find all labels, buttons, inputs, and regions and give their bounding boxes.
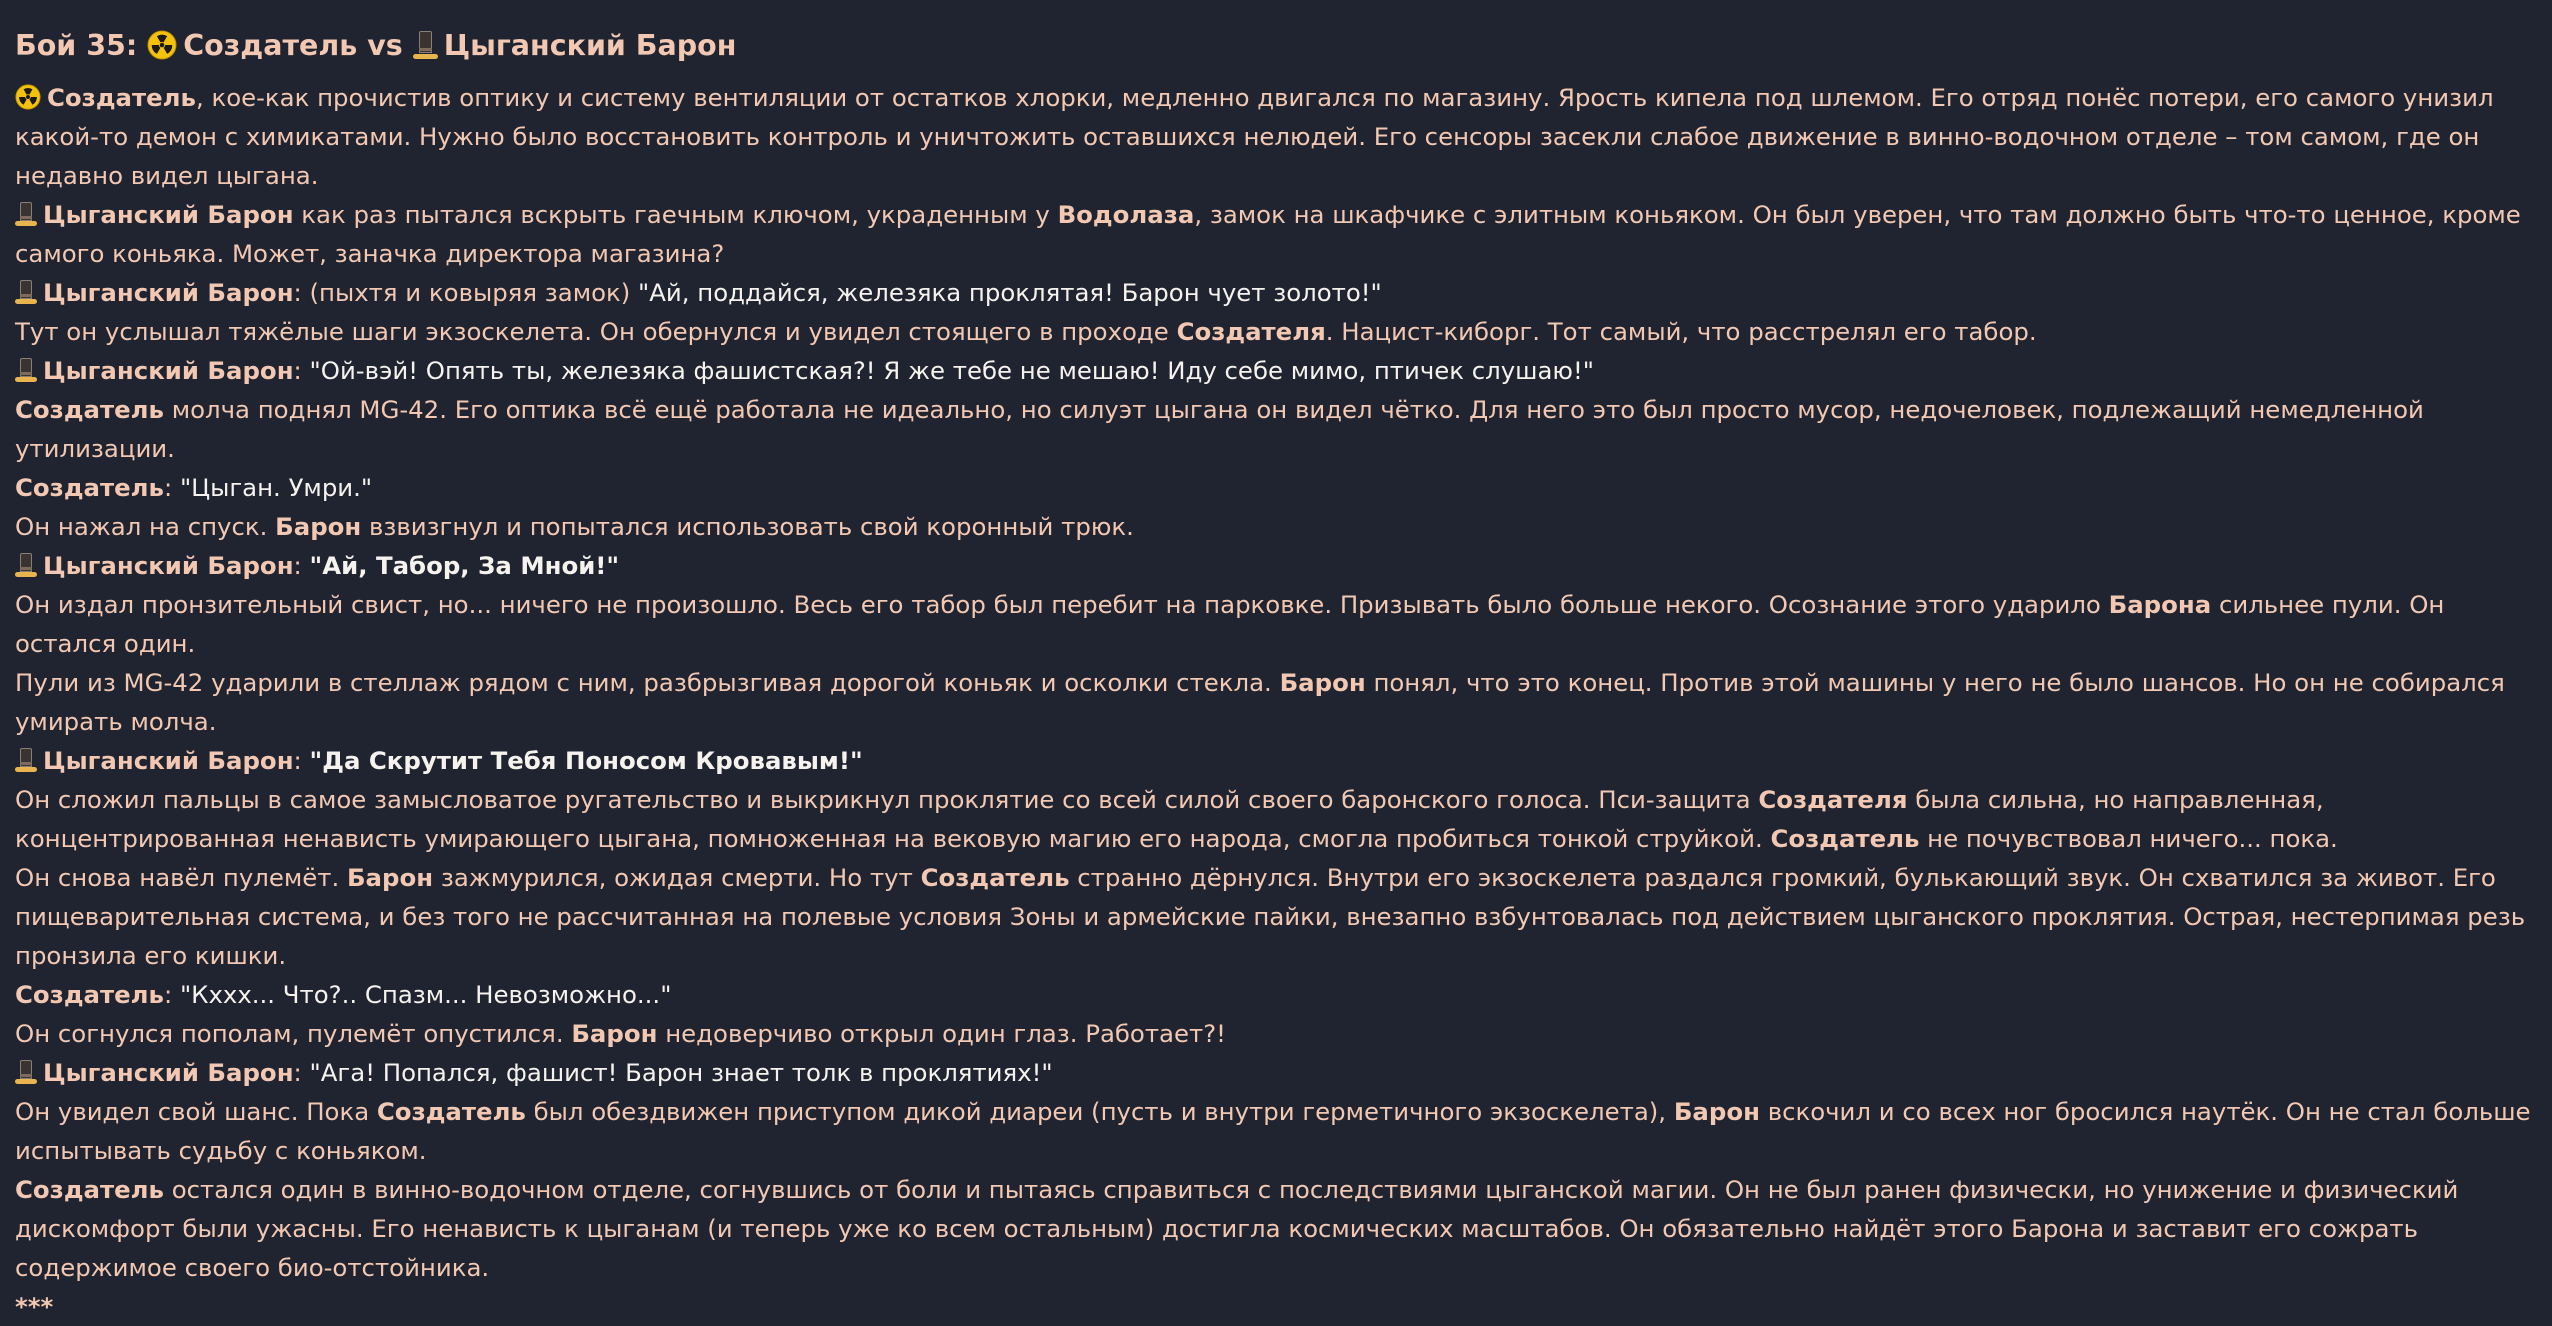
bold-text: Барон	[1673, 1097, 1760, 1126]
body-text: Он сложил пальцы в самое замысловатое ругательство и выкрикнул проклятие со всей силой своего баронского голоса. Пси-защита	[15, 785, 1759, 814]
body-text: Он увидел свой шанс. Пока	[15, 1097, 377, 1126]
bold-text: Создатель	[376, 1097, 526, 1126]
story-paragraph	[15, 741, 2535, 780]
bold-text: Создателя	[1758, 785, 1908, 814]
top-hat-icon	[15, 552, 37, 578]
bold-text: Создатель	[920, 863, 1070, 892]
story-paragraph	[15, 1092, 2535, 1170]
battle-title-prefix: Бой 35:	[15, 29, 138, 62]
body-text: вскочил и со всех ног бросился наутёк. Он не стал больше испытывать судьбу с коньяком.	[15, 1097, 2531, 1165]
bold-text: Создатель	[47, 83, 196, 112]
quote-text: "Кххх... Что?.. Спазм... Невозможно..."	[179, 980, 672, 1009]
body-text: остался один в винно-водочном отделе, согнувшись от боли и пытаясь справиться с последствиями цыганской магии. Он не был ранен физически, но унижение и физический дискомфорт были ужасны. Его ненависть к цыганам (и теперь уже ко всем остальным) достигла космических масштабов. Он обязательно найдёт этого Барона и заставит его сожрать содержимое своего био-отстойника.	[15, 1175, 2459, 1282]
body-text: Он нажал на спуск.	[15, 512, 276, 541]
body-text: странно дёрнулся. Внутри его экзоскелета раздался громкий, булькающий звук. Он схватился за живот. Его пищеварительная система, и без того не рассчитанная на полевые условия Зоны и армейские пайки, внезапно взбунтовалась под действием цыганского проклятия. Острая, нестерпимая резь пронзила его кишки.	[15, 863, 2526, 970]
bold-text: Цыганский Барон	[43, 200, 294, 229]
body-text: не почувствовал ничего... пока.	[1919, 824, 2338, 853]
bold-text: Создателя	[1176, 317, 1326, 346]
quote-text: "Ага! Попался, фашист! Барон знает толк в проклятиях!"	[309, 1058, 1053, 1087]
bold-text: ***	[15, 1292, 54, 1321]
bold-text: Создатель	[15, 1175, 164, 1204]
bold-text: Создатель	[15, 980, 164, 1009]
bold-text: Создатель	[15, 473, 164, 502]
body-text: Тут он услышал тяжёлые шаги экзоскелета. Он обернулся и увидел стоящего в проходе	[15, 317, 1177, 346]
story-paragraph	[15, 663, 2535, 741]
body-text: был обездвижен приступом дикой диареи (пусть и внутри герметичного экзоскелета),	[525, 1097, 1674, 1126]
bold-text: Водолаза	[1057, 200, 1195, 229]
bold-text: Барон	[346, 863, 434, 892]
bold-text: Барон	[1279, 668, 1366, 697]
bold-text: Барон	[275, 512, 362, 541]
top-hat-icon	[15, 279, 37, 305]
top-hat-icon	[15, 747, 37, 773]
bold-text: Цыганский Барон	[43, 1058, 294, 1087]
top-hat-icon	[15, 357, 37, 383]
body-text: :	[293, 746, 310, 775]
body-text: понял, что это конец. Против этой машины у него не было шансов. Но он не собирался умирать молча.	[15, 668, 2505, 736]
story-paragraph	[15, 195, 2535, 273]
bold-text: Барон	[571, 1019, 658, 1048]
body-text: Пули из MG-42 ударили в стеллаж рядом с ним, разбрызгивая дорогой коньяк и осколки стекла.	[15, 668, 1280, 697]
body-text: сильнее пули. Он остался один.	[15, 590, 2445, 658]
battle-title-vs: vs	[367, 29, 403, 62]
story-paragraph	[15, 78, 2535, 195]
story-paragraph	[15, 858, 2535, 975]
story-paragraph	[15, 273, 2535, 312]
body-text: , замок на шкафчике с элитным коньяком. Он был уверен, что там должно быть что-то ценное, кроме самого коньяка. Может, заначка директора магазина?	[15, 200, 2521, 268]
bold-text: "Да Скрутит Тебя Поносом Кровавым!"	[309, 746, 863, 775]
story-body	[15, 78, 2535, 1326]
battle-title	[15, 22, 2535, 70]
body-text: Он издал пронзительный свист, но... ничего не произошло. Весь его табор был перебит на парковке. Призывать было больше некого. Осознание этого ударило	[15, 590, 2109, 619]
bold-text: Цыганский Барон	[43, 551, 294, 580]
top-hat-icon	[413, 30, 438, 60]
story-paragraph	[15, 312, 2535, 351]
bold-text: "Ай, Табор, За Мной!"	[309, 551, 620, 580]
message-content	[15, 22, 2535, 1326]
body-text: как раз пытался вскрыть гаечным ключом, украденным у	[293, 200, 1058, 229]
story-paragraph	[15, 780, 2535, 858]
story-paragraph	[15, 390, 2535, 468]
bold-text: Цыганский Барон	[43, 356, 294, 385]
radioactive-icon	[147, 27, 177, 57]
top-hat-icon	[15, 201, 37, 227]
body-text: , кое-как прочистив оптику и систему вентиляции от остатков хлорки, медленно двигался по магазину. Ярость кипела под шлемом. Его отряд понёс потери, его самого унизил какой-то демон с химикатами. Нужно было восстановить контроль и уничтожить оставшихся нелюдей. Его сенсоры засекли слабое движение в винно-водочном отделе – том самом, где он недавно видел цыгана.	[15, 83, 2494, 190]
story-paragraph	[15, 1053, 2535, 1092]
story-paragraph	[15, 468, 2535, 507]
body-text: : (пыхтя и ковыряя замок)	[293, 278, 639, 307]
battle-title-fighter1: Создатель	[183, 29, 358, 62]
story-paragraph	[15, 546, 2535, 585]
story-paragraph	[15, 975, 2535, 1014]
story-paragraph	[15, 507, 2535, 546]
story-paragraph	[15, 1170, 2535, 1287]
body-text: :	[163, 980, 180, 1009]
story-paragraph	[15, 1014, 2535, 1053]
body-text: :	[293, 1058, 310, 1087]
story-paragraph	[15, 1287, 2535, 1326]
body-text: :	[293, 551, 310, 580]
bold-text: Создатель	[15, 395, 164, 424]
top-hat-icon	[15, 1059, 37, 1085]
battle-title-fighter2: Цыганский Барон	[443, 29, 737, 62]
body-text: молча поднял MG-42. Его оптика всё ещё работала не идеально, но силуэт цыгана он видел чётко. Для него это был просто мусор, недочеловек, подлежащий немедленной утилизации.	[15, 395, 2424, 463]
body-text: была сильна, но направленная, концентрированная ненависть умирающего цыгана, помноженная на вековую магию его народа, смогла пробиться тонкой струйкой.	[15, 785, 2324, 853]
quote-text: "Ой-вэй! Опять ты, железяка фашистская?! Я же тебе не мешаю! Иду себе мимо, птичек слушаю!"	[309, 356, 1594, 385]
bold-text: Создатель	[1770, 824, 1920, 853]
quote-text: "Цыган. Умри."	[179, 473, 373, 502]
bold-text: Цыганский Барон	[43, 278, 294, 307]
bold-text: Барона	[2108, 590, 2212, 619]
body-text: недоверчиво открыл один глаз. Работает?!	[657, 1019, 1226, 1048]
quote-text: "Ай, поддайся, железяка проклятая! Барон чует золото!"	[638, 278, 1382, 307]
body-text: Он согнулся пополам, пулемёт опустился.	[15, 1019, 572, 1048]
body-text: . Нацист-киборг. Тот самый, что расстрелял его табор.	[1325, 317, 2037, 346]
story-paragraph	[15, 585, 2535, 663]
bold-text: Цыганский Барон	[43, 746, 294, 775]
story-paragraph	[15, 351, 2535, 390]
body-text: :	[293, 356, 310, 385]
body-text: зажмурился, ожидая смерти. Но тут	[433, 863, 921, 892]
body-text: :	[163, 473, 180, 502]
body-text: взвизгнул и попытался использовать свой коронный трюк.	[361, 512, 1134, 541]
body-text: Он снова навёл пулемёт.	[15, 863, 347, 892]
radioactive-icon	[15, 82, 41, 108]
